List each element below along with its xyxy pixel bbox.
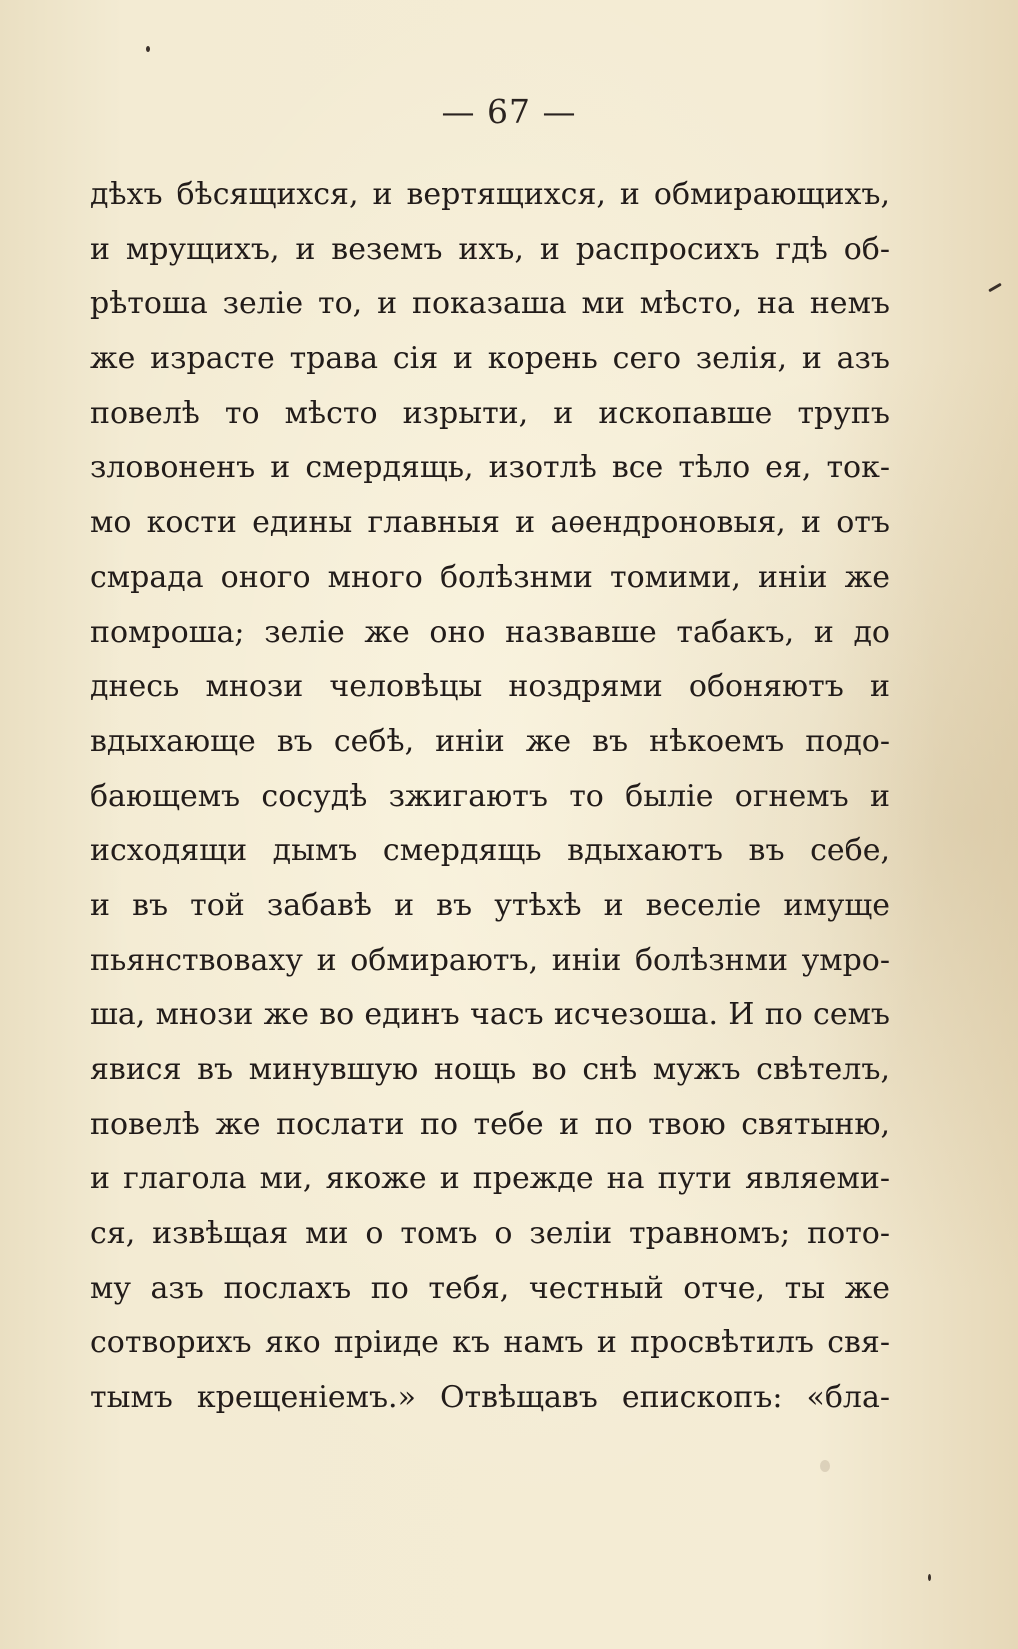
- text-line: и мрущихъ, и веземъ ихъ, и распросихъ гдѣ об-: [90, 231, 890, 267]
- text-line: зловоненъ и смердящь, изотлѣ все тѣло ея, ток-: [90, 450, 890, 486]
- text-line: смрада оного много болѣзнми томими, иніи же: [90, 559, 890, 595]
- text-line: исходящи дымъ смердящь вдыхаютъ въ себе,: [90, 833, 890, 869]
- text-line: повелѣ же послати по тебе и по твою святыню,: [90, 1106, 890, 1142]
- paper-speck: [146, 46, 150, 52]
- text-line: помроша; зеліе же оно назвавше табакъ, и до: [90, 614, 890, 650]
- text-line: явися въ минувшую нощь во снѣ мужъ свѣтелъ,: [90, 1052, 890, 1087]
- text-line: бающемъ сосудѣ зжигаютъ то быліе огнемъ и: [90, 778, 890, 814]
- text-line: вдыхающе въ себѣ, иніи же въ нѣкоемъ подо-: [90, 723, 890, 759]
- text-line: днесь мнози человѣцы ноздрями обоняютъ и: [90, 669, 890, 705]
- text-line: ша, мнози же во единъ часъ исчезоша. И по семъ: [90, 997, 890, 1033]
- body-text: [90, 168, 890, 1426]
- text-line: тымъ крещеніемъ.» Отвѣщавъ епископъ: «бла-: [90, 1380, 890, 1416]
- text-line: и глагола ми, якоже и прежде на пути являеми-: [90, 1161, 890, 1197]
- text-line: мо кости едины главныя и аѳендроновыя, и отъ: [90, 505, 890, 541]
- text-line: сотворихъ яко пріиде къ намъ и просвѣтилъ свя-: [90, 1325, 890, 1361]
- text-line: ся, извѣщая ми о томъ о зеліи травномъ; пото-: [90, 1216, 890, 1252]
- text-line: рѣтоша зеліе то, и показаша ми мѣсто, на немъ: [90, 286, 890, 322]
- paper-speck: [988, 283, 1002, 293]
- text-line: дѣхъ бѣсящихся, и вертящихся, и обмирающихъ,: [90, 177, 890, 212]
- text-line: пьянствоваху и обмираютъ, иніи болѣзнми умро-: [90, 942, 890, 978]
- text-line: повелѣ то мѣсто изрыти, и ископавше трупъ: [90, 395, 890, 431]
- paper-speck: [820, 1460, 830, 1472]
- page-number: — 67 —: [441, 92, 577, 131]
- text-line: и въ той забавѣ и въ утѣхѣ и веселіе имуще: [90, 887, 890, 923]
- text-line: му азъ послахъ по тебя, честный отче, ты же: [90, 1270, 890, 1306]
- paper-speck: [928, 1574, 931, 1581]
- text-line: же израсте трава сія и корень сего зелія, и азъ: [90, 341, 890, 377]
